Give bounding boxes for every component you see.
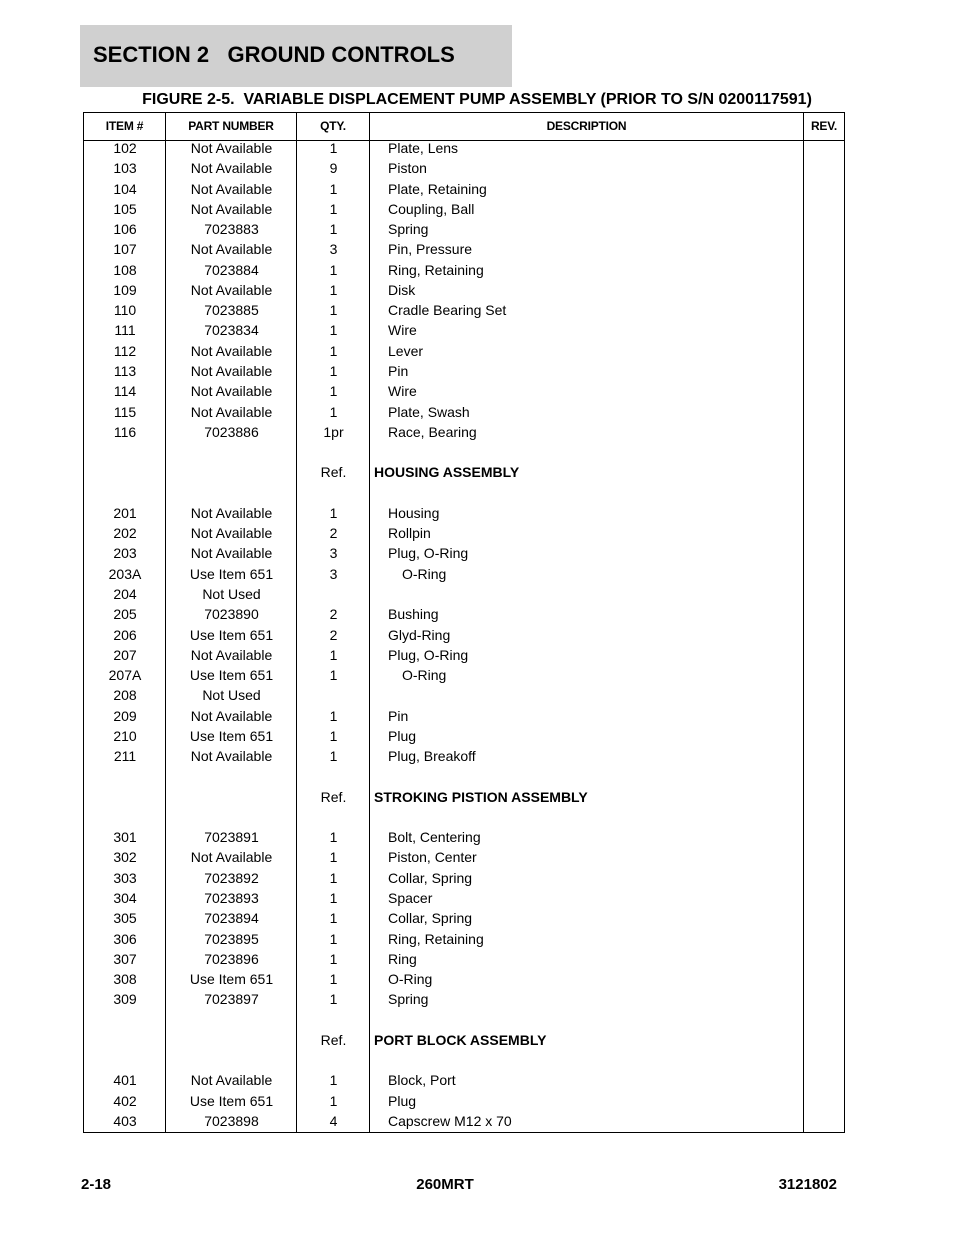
part-number-cell: 7023893 (204, 890, 259, 906)
qty-cell: 1 (329, 221, 338, 238)
table-row (84, 969, 844, 989)
item-cell: 201 (113, 504, 137, 521)
group-heading-row (84, 1030, 844, 1050)
item-cell: 210 (113, 727, 137, 744)
table-row (84, 361, 844, 381)
blank-row (84, 766, 844, 786)
table-row (84, 260, 844, 280)
table-row (84, 645, 844, 665)
table-row (84, 847, 844, 867)
item-cell: 203 (113, 545, 137, 562)
description-cell: Collar, Spring (388, 910, 473, 927)
qty-cell: 1 (329, 748, 338, 765)
part-number-cell: 7023883 (204, 221, 259, 238)
description-cell: Plate, Lens (388, 140, 459, 156)
part-number-cell: Not Available (190, 748, 273, 765)
qty-cell: 1 (329, 383, 338, 400)
table-row (84, 564, 844, 584)
table-row (84, 604, 844, 624)
table-row (84, 929, 844, 949)
part-number-cell: Not Available (190, 707, 273, 724)
description-cell: Pin, Pressure (388, 241, 473, 258)
item-cell: 307 (113, 950, 137, 967)
item-cell: 115 (113, 403, 137, 420)
item-cell: 205 (113, 606, 137, 623)
description-cell: Spring (388, 221, 429, 238)
part-number-cell: 7023891 (204, 829, 259, 846)
qty-cell: 3 (329, 565, 338, 582)
table-row (84, 158, 844, 178)
table-row (84, 685, 844, 705)
part-number-cell: 7023898 (204, 1113, 259, 1129)
item-cell: 106 (113, 221, 137, 238)
header-qty: QTY. (320, 119, 346, 133)
table-row (84, 888, 844, 908)
table-row (84, 625, 844, 645)
description-cell: Race, Bearing (388, 423, 477, 440)
qty-cell: 9 (329, 160, 338, 177)
part-number-cell: 7023892 (204, 869, 259, 886)
item-cell: 207 (113, 646, 137, 663)
parts-table (83, 112, 845, 1133)
description-cell: Disk (388, 281, 416, 298)
qty-cell: 3 (329, 545, 338, 562)
description-cell: Plate, Retaining (388, 180, 487, 197)
part-number-cell: 7023897 (204, 991, 259, 1008)
table-row (84, 746, 844, 766)
qty-cell: 1 (329, 971, 338, 988)
part-number-cell: Not Available (190, 342, 273, 359)
description-cell: Capscrew M12 x 70 (388, 1113, 512, 1129)
qty-cell: 1 (329, 869, 338, 886)
qty-cell: 1 (329, 140, 338, 156)
table-row (84, 949, 844, 969)
part-number-cell: Use Item 651 (189, 727, 274, 744)
qty-cell: 1 (329, 849, 338, 866)
qty-cell: 3 (329, 241, 338, 258)
item-cell: 302 (113, 849, 137, 866)
description-cell: Piston (388, 160, 427, 177)
item-cell: 211 (113, 748, 137, 765)
description-cell: Plug, O-Ring (388, 545, 469, 562)
figure-title: FIGURE 2-5. VARIABLE DISPLACEMENT PUMP ASSEMBLY (PRIOR TO S/N 0200117591) (142, 91, 812, 108)
table-row (84, 543, 844, 563)
description-cell: Ring (388, 950, 417, 967)
description-cell: PORT BLOCK ASSEMBLY (374, 1031, 547, 1048)
description-cell: Spacer (388, 890, 433, 906)
item-cell: 301 (113, 829, 137, 846)
table-row (84, 868, 844, 888)
description-cell: Coupling, Ball (388, 200, 475, 217)
table-row (84, 503, 844, 523)
part-number-cell: Use Item 651 (189, 971, 274, 988)
group-heading-row (84, 462, 844, 482)
part-number-cell: Use Item 651 (189, 626, 274, 643)
qty-cell: 4 (329, 1113, 338, 1129)
table-row (84, 199, 844, 219)
blank-row (84, 1050, 844, 1070)
table-row (84, 219, 844, 239)
part-number-cell: Not Available (190, 1072, 273, 1089)
item-cell: 113 (113, 363, 137, 379)
part-number-cell: 7023884 (204, 261, 259, 278)
qty-cell: 1 (329, 890, 338, 906)
item-cell: 105 (113, 200, 137, 217)
section-title: SECTION 2 GROUND CONTROLS (80, 25, 512, 87)
item-cell: 204 (113, 585, 137, 602)
item-cell: 208 (113, 687, 137, 704)
table-row (84, 402, 844, 422)
description-cell: O-Ring (402, 565, 447, 582)
description-cell: Pin (388, 363, 409, 379)
description-cell: Plug (388, 1092, 417, 1109)
header-rev: REV. (810, 119, 838, 133)
part-number-cell: Not Available (190, 140, 273, 156)
description-cell: Plug, Breakoff (388, 748, 476, 765)
item-cell: 116 (113, 423, 137, 440)
qty-cell: 1 (329, 646, 338, 663)
item-cell: 401 (113, 1072, 137, 1089)
description-cell: Lever (388, 342, 424, 359)
qty-cell: 1 (329, 504, 338, 521)
part-number-cell: Not Used (202, 585, 261, 602)
qty-cell: 2 (329, 626, 338, 643)
qty-cell: 1 (329, 1092, 338, 1109)
part-number-cell: Not Available (190, 403, 273, 420)
description-cell: Rollpin (388, 525, 431, 542)
part-number-cell: Not Used (202, 687, 261, 704)
part-number-cell: 7023894 (204, 910, 259, 927)
item-cell: 112 (113, 342, 137, 359)
qty-cell: 1pr (323, 423, 344, 440)
part-number-cell: Not Available (190, 241, 273, 258)
part-number-cell: Not Available (190, 180, 273, 197)
table-row (84, 989, 844, 1009)
part-number-cell: Use Item 651 (189, 565, 274, 582)
qty-cell: Ref. (320, 788, 347, 805)
qty-cell: 1 (329, 342, 338, 359)
item-cell: 202 (113, 525, 137, 542)
table-row (84, 1070, 844, 1090)
description-cell: Plug (388, 727, 417, 744)
qty-cell: Ref. (320, 464, 347, 481)
item-cell: 304 (113, 890, 137, 906)
qty-cell: 1 (329, 281, 338, 298)
description-cell: STROKING PISTION ASSEMBLY (374, 788, 588, 805)
item-cell: 308 (113, 971, 137, 988)
description-cell: Wire (388, 383, 417, 400)
table-row (84, 584, 844, 604)
qty-cell: 1 (329, 363, 338, 379)
qty-cell: 1 (329, 910, 338, 927)
description-cell: Piston, Center (388, 849, 477, 866)
item-cell: 209 (113, 707, 137, 724)
description-cell: Bushing (388, 606, 439, 623)
item-cell: 303 (113, 869, 137, 886)
table-row (84, 138, 844, 158)
table-row (84, 341, 844, 361)
qty-cell: 1 (329, 930, 338, 947)
item-cell: 206 (113, 626, 137, 643)
qty-cell: 1 (329, 707, 338, 724)
table-row (84, 908, 844, 928)
qty-cell: 1 (329, 302, 338, 319)
table-row (84, 179, 844, 199)
part-number-cell: Not Available (190, 200, 273, 217)
qty-cell: Ref. (320, 1031, 347, 1048)
description-cell: Plate, Swash (388, 403, 470, 420)
table-row (84, 706, 844, 726)
item-cell: 306 (113, 930, 137, 947)
table-row (84, 665, 844, 685)
part-number-cell: 7023895 (204, 930, 259, 947)
description-cell: O-Ring (402, 667, 447, 683)
blank-row (84, 807, 844, 827)
part-number-cell: Use Item 651 (189, 667, 274, 683)
item-cell: 102 (113, 140, 137, 156)
part-number-cell: Not Available (190, 525, 273, 542)
table-row (84, 381, 844, 401)
item-cell: 305 (113, 910, 137, 927)
item-cell: 309 (113, 991, 137, 1008)
part-number-cell: Not Available (190, 363, 273, 379)
description-cell: Wire (388, 322, 417, 339)
qty-cell: 1 (329, 727, 338, 744)
qty-cell: 1 (329, 950, 338, 967)
part-number-cell: Not Available (190, 281, 273, 298)
description-cell: Spring (388, 991, 429, 1008)
item-cell: 104 (113, 180, 137, 197)
part-number-cell: 7023886 (204, 423, 259, 440)
description-cell: Bolt, Centering (388, 829, 481, 846)
blank-row (84, 442, 844, 462)
part-number-cell: Not Available (190, 504, 273, 521)
table-row (84, 1091, 844, 1111)
description-cell: Cradle Bearing Set (388, 302, 507, 319)
qty-cell: 1 (329, 403, 338, 420)
qty-cell: 1 (329, 180, 338, 197)
header-description: DESCRIPTION (546, 119, 627, 133)
qty-cell: 2 (329, 606, 338, 623)
part-number-cell: 7023834 (204, 322, 259, 339)
item-cell: 109 (113, 281, 137, 298)
item-cell: 203A (108, 565, 142, 582)
description-cell: Housing (388, 504, 440, 521)
part-number-cell: 7023890 (204, 606, 259, 623)
part-number-cell: 7023885 (204, 302, 259, 319)
part-number-cell: Not Available (190, 545, 273, 562)
item-cell: 111 (114, 322, 136, 339)
item-cell: 402 (113, 1092, 137, 1109)
model-name: 260MRT (416, 1176, 474, 1193)
description-cell: O-Ring (388, 971, 433, 988)
blank-row (84, 483, 844, 503)
description-cell: Plug, O-Ring (388, 646, 469, 663)
item-cell: 114 (113, 383, 137, 400)
header-item: ITEM # (105, 119, 144, 133)
table-row (84, 239, 844, 259)
part-number-cell: Not Available (190, 383, 273, 400)
qty-cell: 1 (329, 991, 338, 1008)
table-row (84, 422, 844, 442)
item-cell: 207A (108, 667, 142, 683)
table-row (84, 280, 844, 300)
table-row (84, 523, 844, 543)
part-number-cell: Not Available (190, 849, 273, 866)
part-number-cell: 7023896 (204, 950, 259, 967)
item-cell: 103 (113, 160, 137, 177)
table-row (84, 300, 844, 320)
qty-cell: 2 (329, 525, 338, 542)
item-cell: 110 (113, 302, 137, 319)
table-row (84, 827, 844, 847)
part-number-cell: Use Item 651 (189, 1092, 274, 1109)
qty-cell: 1 (329, 667, 338, 683)
part-number-cell: Not Available (190, 646, 273, 663)
group-heading-row (84, 787, 844, 807)
table-row (84, 320, 844, 340)
description-cell: Collar, Spring (388, 869, 473, 886)
header-part-number: PART NUMBER (188, 119, 274, 133)
item-cell: 108 (113, 261, 137, 278)
item-cell: 107 (113, 241, 137, 258)
item-cell: 403 (113, 1113, 137, 1129)
blank-row (84, 1010, 844, 1030)
qty-cell: 1 (329, 322, 338, 339)
page-number: 2-18 (81, 1176, 112, 1193)
table-row (84, 1111, 844, 1131)
qty-cell: 1 (329, 1072, 338, 1089)
part-number-cell: Not Available (190, 160, 273, 177)
description-cell: HOUSING ASSEMBLY (374, 464, 520, 481)
description-cell: Ring, Retaining (388, 930, 484, 947)
description-cell: Glyd-Ring (388, 626, 451, 643)
document-number: 3121802 (778, 1176, 837, 1193)
qty-cell: 1 (329, 200, 338, 217)
qty-cell: 1 (329, 261, 338, 278)
description-cell: Pin (388, 707, 409, 724)
table-row (84, 726, 844, 746)
description-cell: Block, Port (388, 1072, 456, 1089)
description-cell: Ring, Retaining (388, 261, 484, 278)
qty-cell: 1 (329, 829, 338, 846)
